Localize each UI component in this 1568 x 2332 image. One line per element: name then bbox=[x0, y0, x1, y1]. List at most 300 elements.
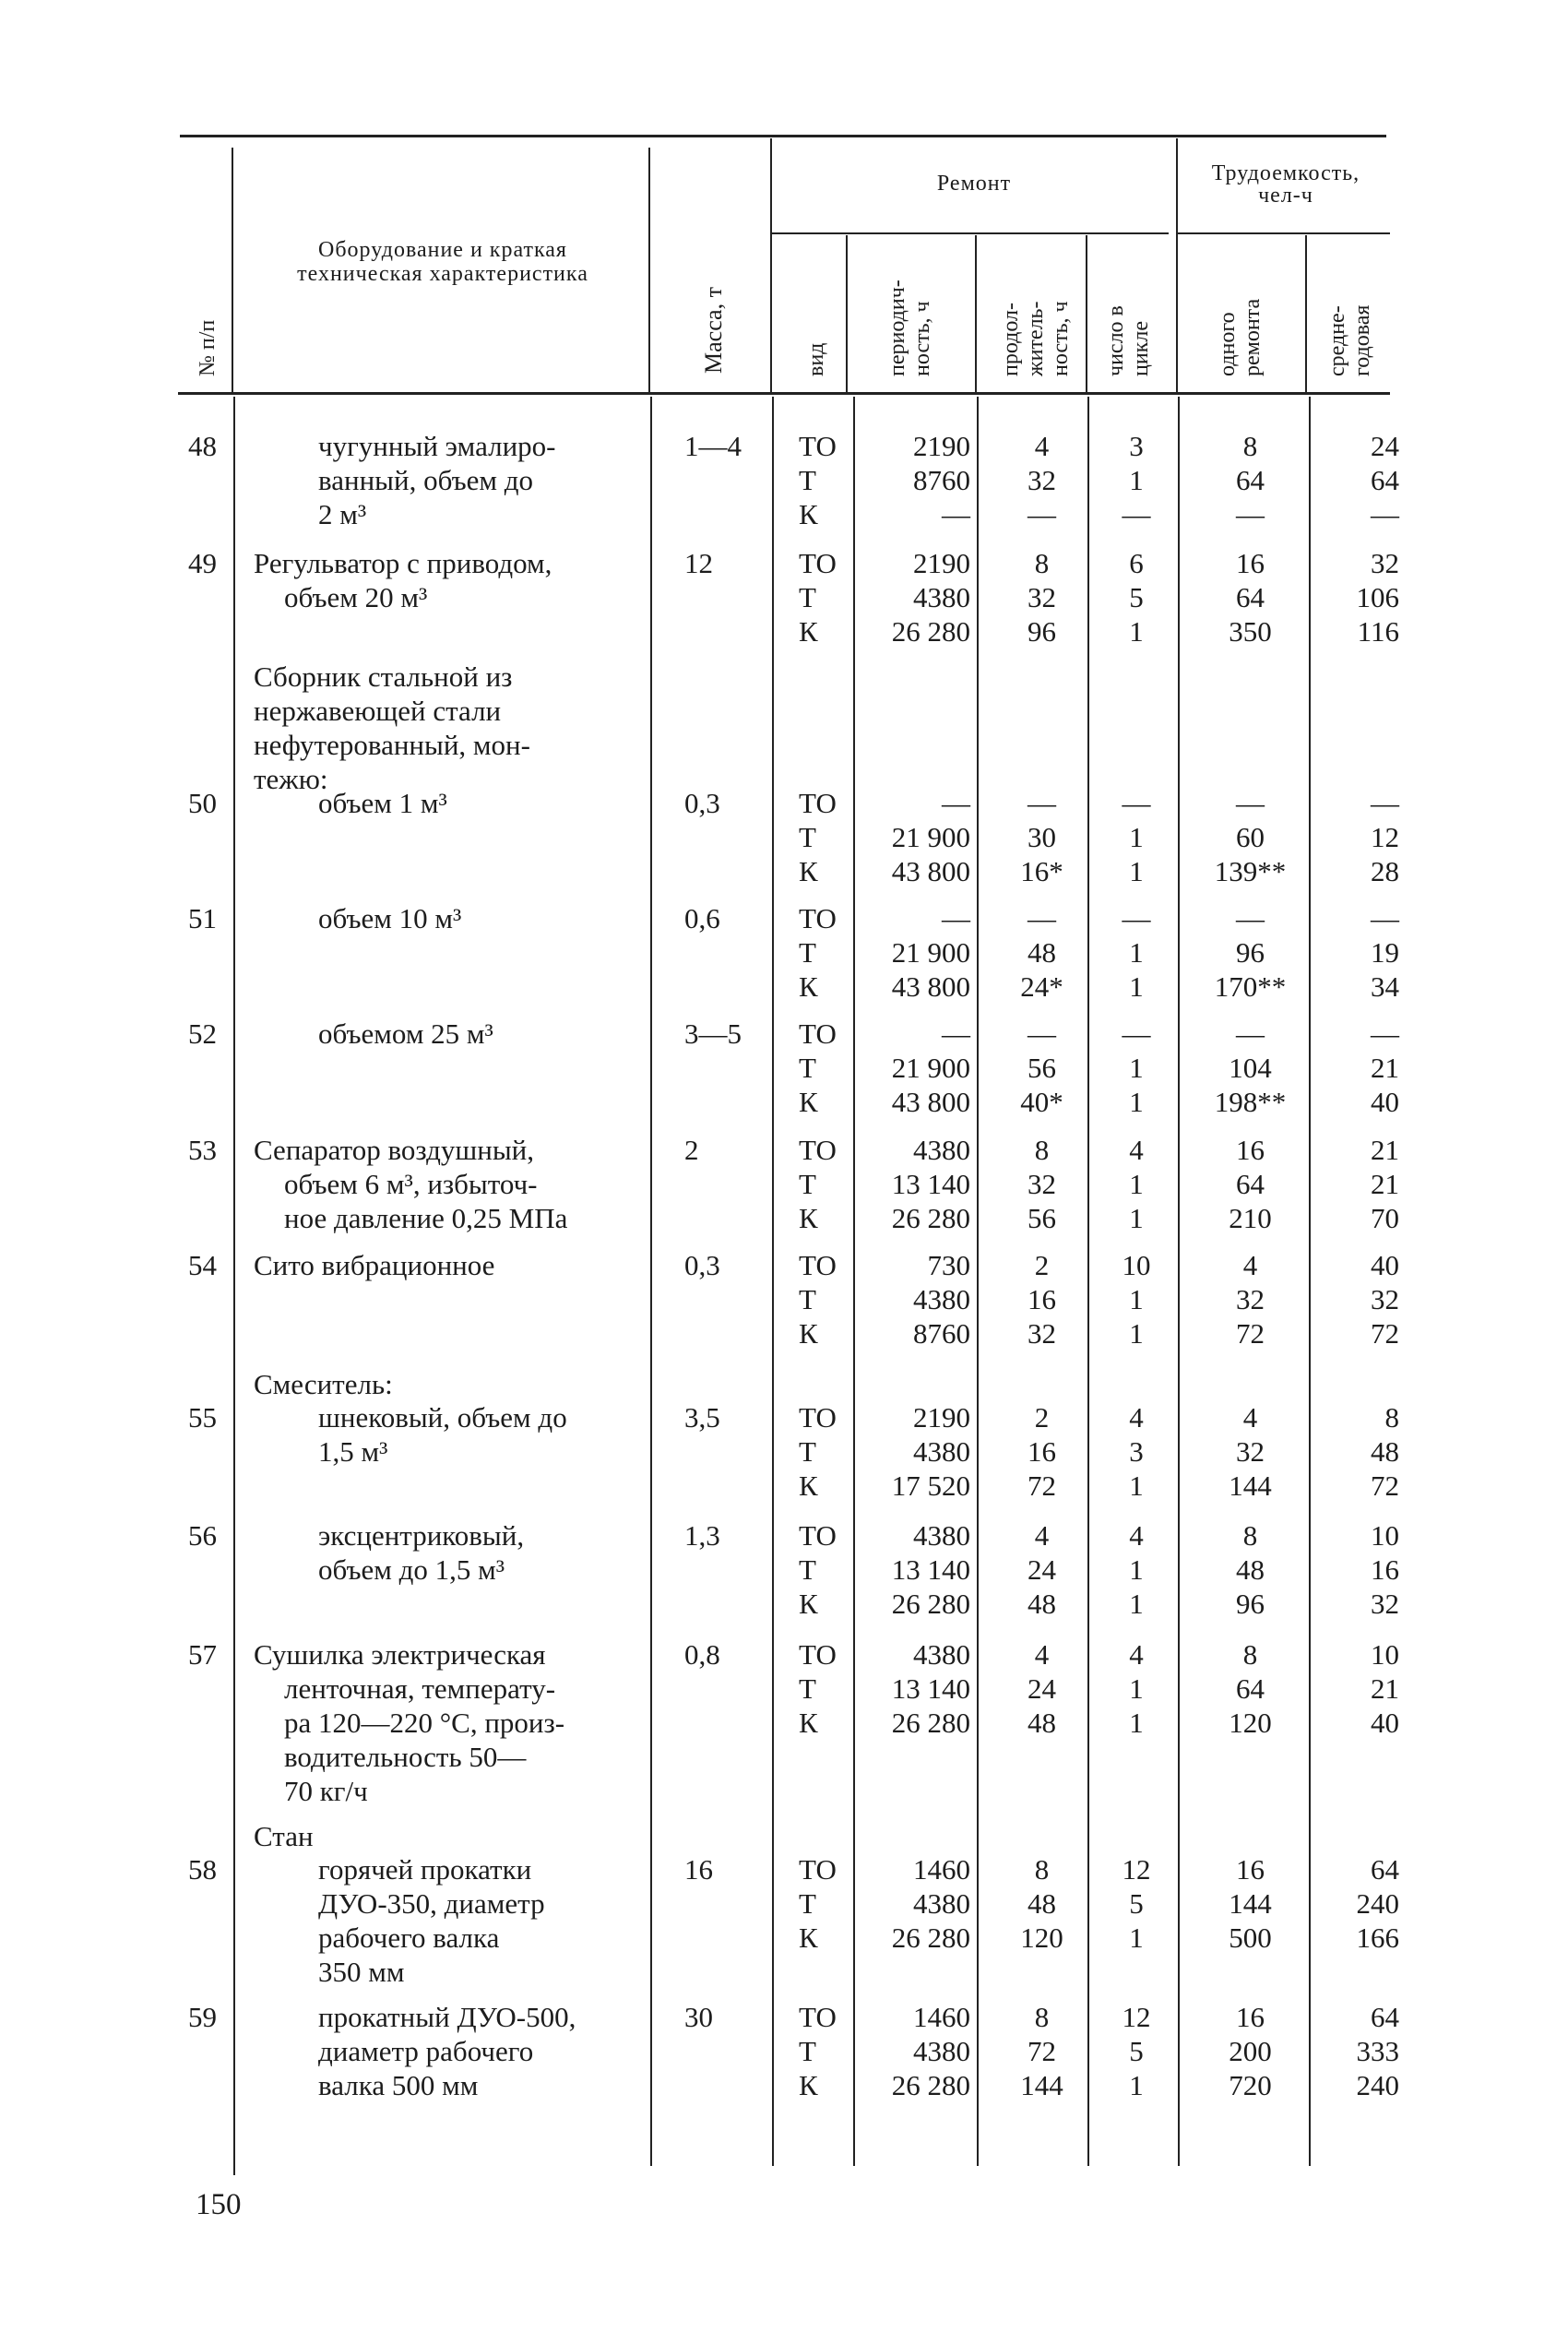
equipment-description bbox=[318, 901, 646, 935]
header-num: № п/п bbox=[196, 319, 220, 376]
avg-annual-value: — bbox=[1371, 902, 1399, 934]
period-value: 21 900 bbox=[891, 936, 970, 969]
equipment-description bbox=[318, 786, 646, 820]
body-divider-dur bbox=[1087, 397, 1089, 2166]
repair-kind: Т bbox=[799, 821, 816, 853]
period-value: 13 140 bbox=[891, 1168, 970, 1200]
count-value: 1 bbox=[1129, 1672, 1144, 1705]
count-value: 10 bbox=[1122, 1249, 1151, 1281]
col-divider-repair-labor bbox=[1176, 138, 1178, 392]
duration-value: — bbox=[1028, 498, 1056, 530]
count-value: 1 bbox=[1129, 970, 1144, 1003]
repair-kind: ТО bbox=[799, 1249, 837, 1281]
period-value: — bbox=[942, 787, 970, 819]
one-repair-value: 144 bbox=[1229, 1887, 1272, 1920]
equipment-description-line: Регульватор с приводом, bbox=[254, 547, 552, 579]
period-value: 13 140 bbox=[891, 1553, 970, 1586]
one-repair-value: 144 bbox=[1229, 1469, 1272, 1502]
avg-annual-value: 34 bbox=[1371, 970, 1399, 1003]
count-value: 1 bbox=[1129, 1283, 1144, 1315]
row-number: 48 bbox=[188, 430, 217, 462]
avg-annual-value: 40 bbox=[1371, 1086, 1399, 1118]
avg-annual-value: — bbox=[1371, 1017, 1399, 1050]
count-value: 1 bbox=[1129, 1202, 1144, 1234]
period-value: 43 800 bbox=[891, 970, 970, 1003]
row-number: 59 bbox=[188, 2001, 217, 2033]
period-value: 4380 bbox=[913, 2035, 970, 2067]
group-heading bbox=[254, 1367, 641, 1401]
count-value: 3 bbox=[1129, 1435, 1144, 1468]
header-period bbox=[885, 280, 935, 376]
one-repair-value: 120 bbox=[1229, 1707, 1272, 1739]
avg-annual-value: 21 bbox=[1371, 1672, 1399, 1705]
equipment-description-line: рабочего валка bbox=[318, 1922, 500, 1954]
repair-kind: Т bbox=[799, 2035, 816, 2067]
avg-annual-value: 240 bbox=[1356, 1887, 1399, 1920]
one-repair-value: — bbox=[1236, 787, 1265, 819]
repair-kind: Т bbox=[799, 1672, 816, 1705]
equipment-description-line: прокатный ДУО-500, bbox=[318, 2001, 576, 2033]
count-value: 5 bbox=[1129, 2035, 1144, 2067]
count-value: 1 bbox=[1129, 464, 1144, 496]
repair-kind: ТО bbox=[799, 1401, 837, 1434]
one-repair-value: 60 bbox=[1236, 821, 1265, 853]
group-heading-line: Стан bbox=[254, 1820, 314, 1852]
repair-kind: К bbox=[799, 1469, 818, 1502]
row-number: 50 bbox=[188, 787, 217, 819]
one-repair-value: 500 bbox=[1229, 1922, 1272, 1954]
period-value: 8760 bbox=[913, 1317, 970, 1350]
count-value: 1 bbox=[1129, 1707, 1144, 1739]
one-repair-value: — bbox=[1236, 498, 1265, 530]
table-top-rule bbox=[180, 135, 1386, 137]
header-mass: Масса, т bbox=[700, 287, 727, 374]
row-number: 57 bbox=[188, 1638, 217, 1671]
body-divider-period bbox=[977, 397, 979, 2166]
repair-kind: К bbox=[799, 1202, 818, 1234]
count-value: 1 bbox=[1129, 1168, 1144, 1200]
equipment-description bbox=[318, 1852, 646, 1989]
period-value: 730 bbox=[927, 1249, 970, 1281]
duration-value: 8 bbox=[1034, 1853, 1050, 1886]
repair-kind: Т bbox=[799, 581, 816, 613]
period-value: 4380 bbox=[913, 1638, 970, 1671]
duration-value: 56 bbox=[1028, 1052, 1056, 1084]
count-value: 5 bbox=[1129, 581, 1144, 613]
body-divider-num bbox=[233, 397, 235, 2175]
equipment-description-line: объем 6 м³, избыточ- bbox=[284, 1168, 538, 1200]
group-heading-line: нефутерованный, мон- bbox=[254, 729, 530, 761]
avg-annual-value: 21 bbox=[1371, 1052, 1399, 1084]
period-value: 2190 bbox=[913, 430, 970, 462]
period-value: 26 280 bbox=[891, 2069, 970, 2101]
count-value: 3 bbox=[1129, 430, 1144, 462]
one-repair-value: — bbox=[1236, 902, 1265, 934]
col-divider-mass bbox=[770, 138, 772, 392]
period-value: 26 280 bbox=[891, 1202, 970, 1234]
repair-kind: ТО bbox=[799, 547, 837, 579]
count-value: 1 bbox=[1129, 855, 1144, 887]
count-value: — bbox=[1122, 902, 1151, 934]
duration-value: 72 bbox=[1028, 2035, 1056, 2067]
duration-value: 120 bbox=[1020, 1922, 1063, 1954]
one-repair-value: 16 bbox=[1236, 1853, 1265, 1886]
equipment-description-line: диаметр рабочего bbox=[318, 2035, 534, 2067]
avg-annual-value: 21 bbox=[1371, 1134, 1399, 1166]
row-number: 51 bbox=[188, 902, 217, 934]
header-duration-line-3: ность, ч bbox=[1049, 301, 1073, 376]
count-value: 1 bbox=[1129, 1922, 1144, 1954]
count-value: 1 bbox=[1129, 1086, 1144, 1118]
duration-value: — bbox=[1028, 787, 1056, 819]
period-value: 21 900 bbox=[891, 1052, 970, 1084]
repair-kind: ТО bbox=[799, 902, 837, 934]
row-number: 58 bbox=[188, 1853, 217, 1886]
avg-annual-value: 40 bbox=[1371, 1249, 1399, 1281]
repair-kind: Т bbox=[799, 936, 816, 969]
header-duration-line-2: житель- bbox=[1024, 301, 1048, 376]
one-repair-value: 8 bbox=[1242, 1519, 1258, 1552]
equipment-description-line: валка 500 мм bbox=[318, 2069, 479, 2101]
equipment-description bbox=[318, 1400, 646, 1469]
duration-value: 8 bbox=[1034, 547, 1050, 579]
count-value: 1 bbox=[1129, 1588, 1144, 1620]
repair-kind: К bbox=[799, 1922, 818, 1954]
duration-value: 32 bbox=[1028, 581, 1056, 613]
one-repair-value: 8 bbox=[1242, 430, 1258, 462]
equipment-description-line: объем 20 м³ bbox=[284, 581, 428, 613]
duration-value: 48 bbox=[1028, 936, 1056, 969]
equipment-description bbox=[254, 546, 643, 614]
avg-annual-value: 64 bbox=[1371, 464, 1399, 496]
avg-annual-value: 24 bbox=[1371, 430, 1399, 462]
repair-kind: Т bbox=[799, 464, 816, 496]
mass-value: 0,3 bbox=[684, 787, 720, 819]
count-value: 1 bbox=[1129, 1553, 1144, 1586]
avg-annual-value: 32 bbox=[1371, 1588, 1399, 1620]
period-value: 26 280 bbox=[891, 1922, 970, 1954]
equipment-description-line: ное давление 0,25 МПа bbox=[284, 1202, 568, 1234]
group-heading-line: нержавеющей стали bbox=[254, 695, 502, 727]
one-repair-value: 96 bbox=[1236, 936, 1265, 969]
avg-annual-value: 240 bbox=[1356, 2069, 1399, 2101]
period-value: — bbox=[942, 1017, 970, 1050]
one-repair-value: 4 bbox=[1242, 1401, 1258, 1434]
duration-value: 32 bbox=[1028, 1317, 1056, 1350]
repair-kind: Т bbox=[799, 1052, 816, 1084]
count-value: 1 bbox=[1129, 615, 1144, 648]
duration-value: 2 bbox=[1034, 1401, 1050, 1434]
period-value: 43 800 bbox=[891, 1086, 970, 1118]
repair-kind: ТО bbox=[799, 1519, 837, 1552]
equipment-description-line: Сушилка электрическая bbox=[254, 1638, 546, 1671]
col-divider-kind bbox=[846, 235, 848, 392]
period-value: — bbox=[942, 498, 970, 530]
count-value: 6 bbox=[1129, 547, 1144, 579]
body-divider-mass bbox=[772, 397, 774, 2166]
mass-value: 2 bbox=[684, 1134, 699, 1166]
period-value: 4380 bbox=[913, 1435, 970, 1468]
count-value: 12 bbox=[1122, 2001, 1151, 2033]
repair-kind: К bbox=[799, 855, 818, 887]
one-repair-value: 104 bbox=[1229, 1052, 1272, 1084]
duration-value: 24* bbox=[1020, 970, 1063, 1003]
equipment-description-line: Сепаратор воздушный, bbox=[254, 1134, 535, 1166]
avg-annual-value: 166 bbox=[1356, 1922, 1399, 1954]
header-repair: Ремонт bbox=[936, 172, 1012, 196]
period-value: 1460 bbox=[913, 1853, 970, 1886]
count-value: 4 bbox=[1129, 1638, 1144, 1671]
mass-value: 0,3 bbox=[684, 1249, 720, 1281]
avg-annual-value: 10 bbox=[1371, 1638, 1399, 1671]
mass-value: 0,6 bbox=[684, 902, 720, 934]
duration-value: 16 bbox=[1028, 1435, 1056, 1468]
period-value: — bbox=[942, 902, 970, 934]
count-value: 1 bbox=[1129, 1052, 1144, 1084]
equipment-description-line: объемом 25 м³ bbox=[318, 1017, 493, 1050]
period-value: 21 900 bbox=[891, 821, 970, 853]
avg-annual-value: — bbox=[1371, 498, 1399, 530]
header-one bbox=[1216, 299, 1265, 376]
period-value: 4380 bbox=[913, 1887, 970, 1920]
repair-kind: К bbox=[799, 615, 818, 648]
duration-value: 16* bbox=[1020, 855, 1063, 887]
repair-kind: К bbox=[799, 970, 818, 1003]
repair-kind: ТО bbox=[799, 787, 837, 819]
one-repair-value: 64 bbox=[1236, 1168, 1265, 1200]
col-divider-dur bbox=[1086, 235, 1087, 392]
group-heading-line: Сборник стальной из bbox=[254, 660, 513, 693]
header-duration-line-1: продол- bbox=[999, 302, 1023, 376]
repair-kind: ТО bbox=[799, 1017, 837, 1050]
duration-value: 4 bbox=[1034, 1519, 1050, 1552]
equipment-description-line: объем 10 м³ bbox=[318, 902, 462, 934]
one-repair-value: 48 bbox=[1236, 1553, 1265, 1586]
group-heading-line: Смеситель: bbox=[254, 1368, 393, 1400]
header-avg-line-1: средне- bbox=[1325, 305, 1349, 376]
one-repair-value: 16 bbox=[1236, 2001, 1265, 2033]
duration-value: 4 bbox=[1034, 1638, 1050, 1671]
header-duration bbox=[999, 301, 1074, 376]
header-period-line-1: периодич- bbox=[885, 280, 909, 376]
header-avg-line-2: годовая bbox=[1350, 304, 1374, 376]
repair-kind: ТО bbox=[799, 1134, 837, 1166]
avg-annual-value: 72 bbox=[1371, 1469, 1399, 1502]
duration-value: 2 bbox=[1034, 1249, 1050, 1281]
body-divider-count bbox=[1178, 397, 1180, 2166]
header-equipment-line-1: Оборудование и краткая bbox=[318, 238, 567, 262]
one-repair-value: 64 bbox=[1236, 581, 1265, 613]
mass-value: 0,8 bbox=[684, 1638, 720, 1671]
mass-value: 12 bbox=[684, 547, 713, 579]
period-value: 4380 bbox=[913, 1134, 970, 1166]
period-value: 2190 bbox=[913, 1401, 970, 1434]
equipment-description bbox=[318, 2000, 646, 2102]
one-repair-value: 72 bbox=[1236, 1317, 1265, 1350]
equipment-description-line: ленточная, температу- bbox=[284, 1672, 556, 1705]
count-value: — bbox=[1122, 498, 1151, 530]
header-count-line-2: цикле bbox=[1129, 321, 1153, 376]
mass-value: 1,3 bbox=[684, 1519, 720, 1552]
repair-kind: Т bbox=[799, 1887, 816, 1920]
duration-value: 72 bbox=[1028, 1469, 1056, 1502]
header-equipment-line-2: техническая характеристика bbox=[297, 262, 588, 286]
period-value: 1460 bbox=[913, 2001, 970, 2033]
duration-value: — bbox=[1028, 902, 1056, 934]
avg-annual-value: 16 bbox=[1371, 1553, 1399, 1586]
period-value: 26 280 bbox=[891, 1707, 970, 1739]
repair-kind: К bbox=[799, 1588, 818, 1620]
equipment-description-line: водительность 50— bbox=[284, 1741, 527, 1773]
equipment-description-line: 2 м³ bbox=[318, 498, 367, 530]
one-repair-value: 210 bbox=[1229, 1202, 1272, 1234]
one-repair-value: 139** bbox=[1214, 855, 1287, 887]
header-period-line-2: ность, ч bbox=[910, 301, 934, 376]
repair-kind: Т bbox=[799, 1283, 816, 1315]
duration-value: 40* bbox=[1020, 1086, 1063, 1118]
equipment-description-line: эксцентриковый, bbox=[318, 1519, 525, 1552]
one-repair-value: 170** bbox=[1214, 970, 1287, 1003]
one-repair-value: 96 bbox=[1236, 1588, 1265, 1620]
one-repair-value: — bbox=[1236, 1017, 1265, 1050]
repair-kind: ТО bbox=[799, 430, 837, 462]
duration-value: 32 bbox=[1028, 464, 1056, 496]
equipment-description-line: объем до 1,5 м³ bbox=[318, 1553, 505, 1586]
header-labor bbox=[1181, 162, 1391, 207]
count-value: — bbox=[1122, 787, 1151, 819]
row-number: 54 bbox=[188, 1249, 217, 1281]
avg-annual-value: 116 bbox=[1357, 615, 1399, 648]
count-value: 4 bbox=[1129, 1519, 1144, 1552]
header-count-line-1: число в bbox=[1104, 305, 1128, 376]
one-repair-value: 64 bbox=[1236, 1672, 1265, 1705]
equipment-description bbox=[254, 1248, 643, 1282]
equipment-description-line: объем 1 м³ bbox=[318, 787, 447, 819]
one-repair-value: 8 bbox=[1242, 1638, 1258, 1671]
period-value: 2190 bbox=[913, 547, 970, 579]
header-avg bbox=[1325, 305, 1375, 376]
duration-value: 30 bbox=[1028, 821, 1056, 853]
header-labor-line-1: Трудоемкость, bbox=[1211, 161, 1360, 185]
equipment-description-line: Сито вибрационное bbox=[254, 1249, 495, 1281]
avg-annual-value: 28 bbox=[1371, 855, 1399, 887]
avg-annual-value: 21 bbox=[1371, 1168, 1399, 1200]
one-repair-value: 64 bbox=[1236, 464, 1265, 496]
period-value: 4380 bbox=[913, 1283, 970, 1315]
equipment-description-line: шнековый, объем до bbox=[318, 1401, 567, 1434]
row-number: 55 bbox=[188, 1401, 217, 1434]
repair-kind: К bbox=[799, 1707, 818, 1739]
row-number: 49 bbox=[188, 547, 217, 579]
mass-value: 30 bbox=[684, 2001, 713, 2033]
duration-value: 16 bbox=[1028, 1283, 1056, 1315]
duration-value: 48 bbox=[1028, 1707, 1056, 1739]
row-number: 53 bbox=[188, 1134, 217, 1166]
header-one-line-1: одного bbox=[1216, 312, 1240, 376]
period-value: 4380 bbox=[913, 581, 970, 613]
duration-value: — bbox=[1028, 1017, 1056, 1050]
equipment-description-line: 70 кг/ч bbox=[284, 1775, 368, 1807]
count-value: 1 bbox=[1129, 2069, 1144, 2101]
one-repair-value: 16 bbox=[1236, 1134, 1265, 1166]
mass-value: 1—4 bbox=[684, 430, 742, 462]
duration-value: 24 bbox=[1028, 1553, 1056, 1586]
duration-value: 8 bbox=[1034, 1134, 1050, 1166]
avg-annual-value: — bbox=[1371, 787, 1399, 819]
row-number: 52 bbox=[188, 1017, 217, 1050]
one-repair-value: 16 bbox=[1236, 547, 1265, 579]
equipment-description-line: ра 120—220 °С, произ- bbox=[284, 1707, 565, 1739]
header-labor-line-2: чел-ч bbox=[1258, 184, 1313, 208]
period-value: 26 280 bbox=[891, 615, 970, 648]
equipment-description bbox=[318, 429, 646, 531]
period-value: 8760 bbox=[913, 464, 970, 496]
avg-annual-value: 333 bbox=[1356, 2035, 1399, 2067]
repair-kind: Т bbox=[799, 1553, 816, 1586]
count-value: 1 bbox=[1129, 821, 1144, 853]
group-heading bbox=[254, 660, 641, 796]
one-repair-value: 350 bbox=[1229, 615, 1272, 648]
avg-annual-value: 72 bbox=[1371, 1317, 1399, 1350]
avg-annual-value: 19 bbox=[1371, 936, 1399, 969]
count-value: 4 bbox=[1129, 1134, 1144, 1166]
equipment-description bbox=[254, 1133, 643, 1235]
equipment-description-line: чугунный эмалиро- bbox=[318, 430, 556, 462]
col-divider-labor bbox=[1305, 235, 1307, 392]
equipment-description-line: 1,5 м³ bbox=[318, 1435, 388, 1468]
col-divider-equip bbox=[648, 148, 650, 392]
body-divider-labor bbox=[1309, 397, 1311, 2166]
avg-annual-value: 64 bbox=[1371, 2001, 1399, 2033]
group-heading bbox=[254, 1819, 641, 1853]
period-value: 43 800 bbox=[891, 855, 970, 887]
group-heading-line: тежю: bbox=[254, 763, 328, 795]
body-divider-equip bbox=[650, 397, 652, 2166]
duration-value: 24 bbox=[1028, 1672, 1056, 1705]
equipment-description-line: горячей прокатки bbox=[318, 1853, 532, 1886]
duration-value: 8 bbox=[1034, 2001, 1050, 2033]
duration-value: 56 bbox=[1028, 1202, 1056, 1234]
avg-annual-value: 10 bbox=[1371, 1519, 1399, 1552]
col-divider-period bbox=[975, 235, 977, 392]
repair-kind: Т bbox=[799, 1435, 816, 1468]
avg-annual-value: 70 bbox=[1371, 1202, 1399, 1234]
mass-value: 16 bbox=[684, 1853, 713, 1886]
header-kind: вид bbox=[804, 342, 828, 376]
one-repair-value: 720 bbox=[1229, 2069, 1272, 2101]
period-value: 13 140 bbox=[891, 1672, 970, 1705]
period-value: 17 520 bbox=[891, 1469, 970, 1502]
duration-value: 48 bbox=[1028, 1588, 1056, 1620]
col-divider-num bbox=[232, 148, 233, 392]
repair-kind: ТО bbox=[799, 2001, 837, 2033]
repair-kind: К bbox=[799, 1086, 818, 1118]
labor-subheader-rule bbox=[1178, 232, 1390, 234]
equipment-description bbox=[318, 1518, 646, 1587]
avg-annual-value: 12 bbox=[1371, 821, 1399, 853]
duration-value: 96 bbox=[1028, 615, 1056, 648]
one-repair-value: 4 bbox=[1242, 1249, 1258, 1281]
mass-value: 3,5 bbox=[684, 1401, 720, 1434]
equipment-description bbox=[318, 1017, 646, 1051]
repair-kind: К bbox=[799, 1317, 818, 1350]
count-value: 1 bbox=[1129, 1317, 1144, 1350]
header-bottom-rule bbox=[178, 392, 1390, 395]
header-one-line-2: ремонта bbox=[1241, 298, 1265, 376]
avg-annual-value: 8 bbox=[1384, 1401, 1399, 1434]
equipment-description-line: ДУО-350, диаметр bbox=[318, 1887, 545, 1920]
repair-subheader-rule bbox=[772, 232, 1169, 234]
